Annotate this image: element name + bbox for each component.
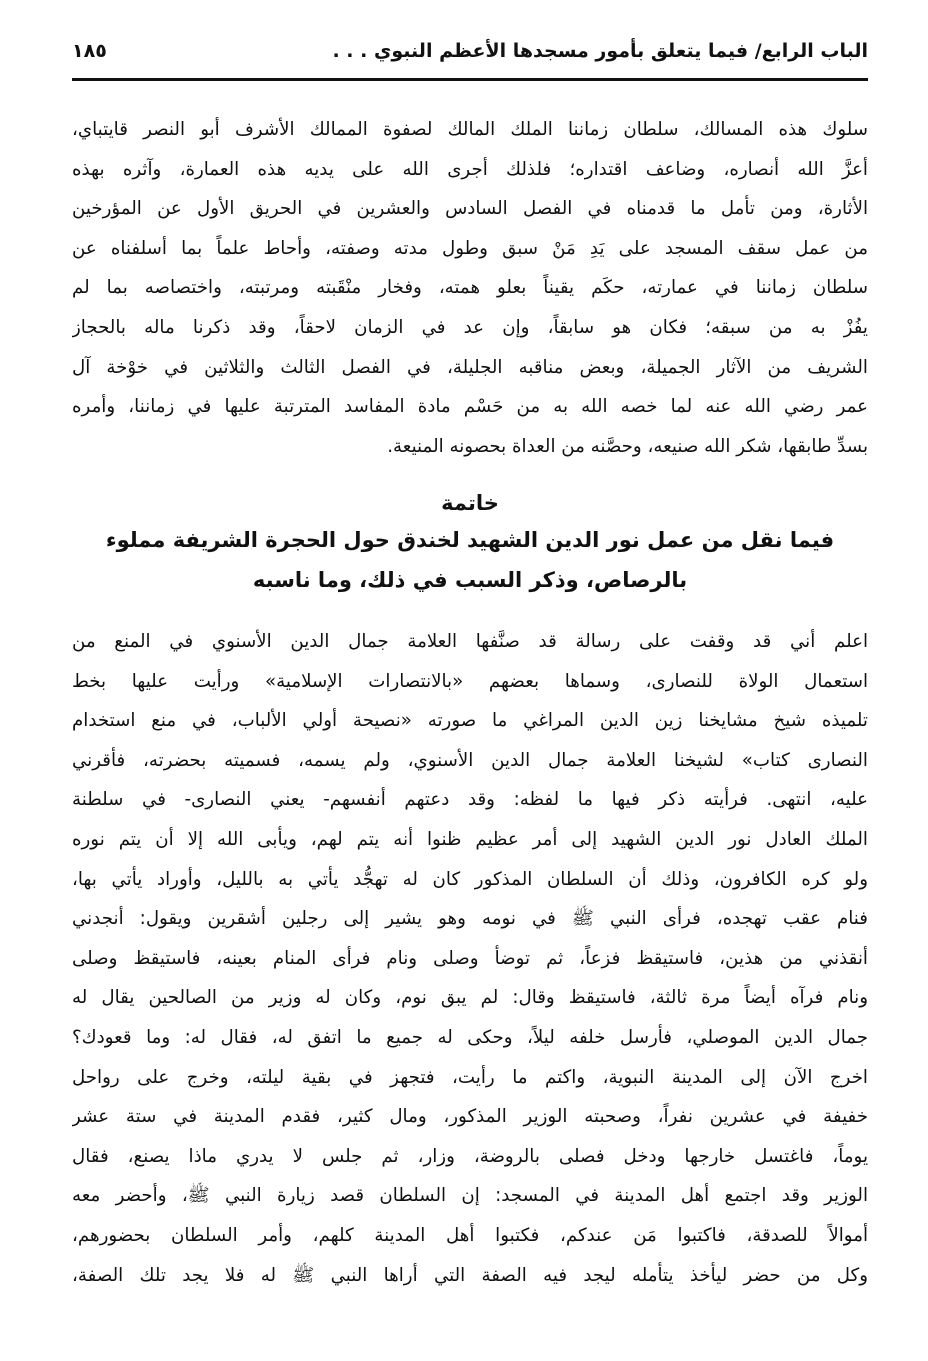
text-line: الشريف من الآثار الجميلة، وبعض مناقبه الجليلة، في الفصل الثالث والثلاثين في خوْخة آل <box>72 356 868 378</box>
section-subtitle-line-1: فيما نقل من عمل نور الدين الشهيد لخندق حول الحجرة الشريفة مملوء <box>105 528 835 552</box>
text-line: اعلم أني قد وقفت على رسالة قد صنَّفها العلامة جمال الدين الأسنوي في المنع من <box>72 631 868 652</box>
text-line: الملك العادل نور الدين الشهيد إلى أمر عظيم ظنوا أنه يتم لهم، ويأبى الله إلا أن يتم نوره <box>72 828 868 850</box>
page-number: ١٨٥ <box>72 40 107 62</box>
text-line: تلميذه شيخ مشايخنا زين الدين المراغي ما صورته «نصيحة أولي الألباب، في منع استخدام <box>72 710 868 732</box>
text-line: يفُزْ به من سبقه؛ فكان هو سابقاً، وإن عد في الزمان لاحقاً، وقد ذكرنا ماله بالحجاز <box>72 316 868 338</box>
running-header <box>72 38 868 81</box>
text-line: اخرج الآن إلى المدينة النبوية، واكتم ما رأيت، فتجهز في بقية ليلته، وخرج على رواحل <box>72 1066 868 1088</box>
text-line: من عمل سقف المسجد على يَدِ مَنْ سبق وطول مدته وصفته، وأحاط علماً بما أسلفناه عن <box>72 237 868 259</box>
text-line: أعزَّ الله أنصاره، وضاعف اقتداره؛ فلذلك أجرى الله على يديه هذه العمارة، وآثره بهذه <box>72 158 868 180</box>
text-line: عليه، انتهى. فرأيته ذكر فيها ما لفظه: وقد دعتهم أنفسهم- يعني النصارى- في سلطنة <box>72 789 868 811</box>
text-line: أموالاً للصدقة، فاكتبوا مَن عندكم، فكتبوا أهل المدينة كلهم، وأمر السلطان بحضورهم، <box>72 1224 868 1246</box>
text-line: بسدِّ طابقها، شكر الله صنيعه، وحصَّنه من العداة بحصونه المنيعة. <box>387 435 868 457</box>
section-subtitle-line-2: بالرصاص، وذكر السبب في ذلك، وما ناسبه <box>252 568 688 592</box>
text-line: سلوك هذه المسالك، سلطان زماننا الملك المالك لصفوة الممالك الأشرف أبو النصر قايتباي، <box>72 119 868 140</box>
text-line: استعمال الولاة للنصارى، وسماها بعضهم «بالانتصارات الإسلامية» ورأيت عليها بخط <box>72 670 868 692</box>
text-line: الأثارة، ومن تأمل ما قدمناه في الفصل السادس والعشرين في الحريق الأول عن المؤرخين <box>72 198 868 220</box>
section-heading <box>72 486 868 600</box>
text-line: خفيفة في عشرين نفراً، وصحبته الوزير المذكور، ومال كثير، فقدم المدينة في ستة عشر <box>72 1106 868 1128</box>
text-line: يوماً، فاغتسل خارجها ودخل فصلى بالروضة، وزار، ثم جلس لا يدري ماذا يصنع، فقال <box>72 1145 868 1167</box>
paragraph-1 <box>72 110 868 466</box>
text-line: عمر رضي الله عنه لما خصه الله به من حَسْم مادة المفاسد المترتبة عليها في زماننا، وأمره <box>72 396 868 418</box>
text-line: النصارى كتاب» لشيخنا العلامة جمال الدين الأسنوي، ولم يسمه، فسميته بحضرته، فأقرني <box>72 749 868 771</box>
text-line: سلطان زماننا في عمارته، حكَم يقيناً بعلو همته، وفخار منْقَبته ومرتبته، واختصاصه بما لم <box>72 277 868 299</box>
text-line: ونام فرآه أيضاً مرة ثالثة، فاستيقظ وقال: لم يبق نوم، وكان له وزير من الصالحين يقال له <box>72 987 868 1009</box>
text-line: وكل من حضر ليأخذ يتأمله ليجد فيه الصفة التي أراها النبي ﷺ له فلا يجد تلك الصفة، <box>72 1264 868 1286</box>
text-line: جمال الدين الموصلي، فأرسل خلفه ليلاً، وحكى له جميع ما اتفق له، فقال له: وما قعودك؟ <box>72 1026 868 1048</box>
text-line: فنام عقب تهجده، فرأى النبي ﷺ في نومه وهو يشير إلى رجلين أشقرين ويقول: أنجدني <box>72 908 868 930</box>
section-title: خاتمة <box>441 491 499 515</box>
text-line: أنقذني من هذين، فاستيقظ فزعاً، ثم توضأ وصلى ونام فرأى المنام بعينه، فاستيقظ وصلى <box>72 947 868 969</box>
paragraph-2 <box>72 622 868 1295</box>
running-title: الباب الرابع/ فيما يتعلق بأمور مسجدها الأعظم النبوي . . . <box>332 40 868 62</box>
text-line: ولو كره الكافرون، وذلك أن السلطان المذكور كان له تهجُّد يأتي به بالليل، وأوراد يأتي بها، <box>72 868 868 890</box>
text-line: الوزير وقد اجتمع أهل المدينة في المسجد: إن السلطان قصد زيارة النبي ﷺ، وأحضر معه <box>72 1185 868 1207</box>
